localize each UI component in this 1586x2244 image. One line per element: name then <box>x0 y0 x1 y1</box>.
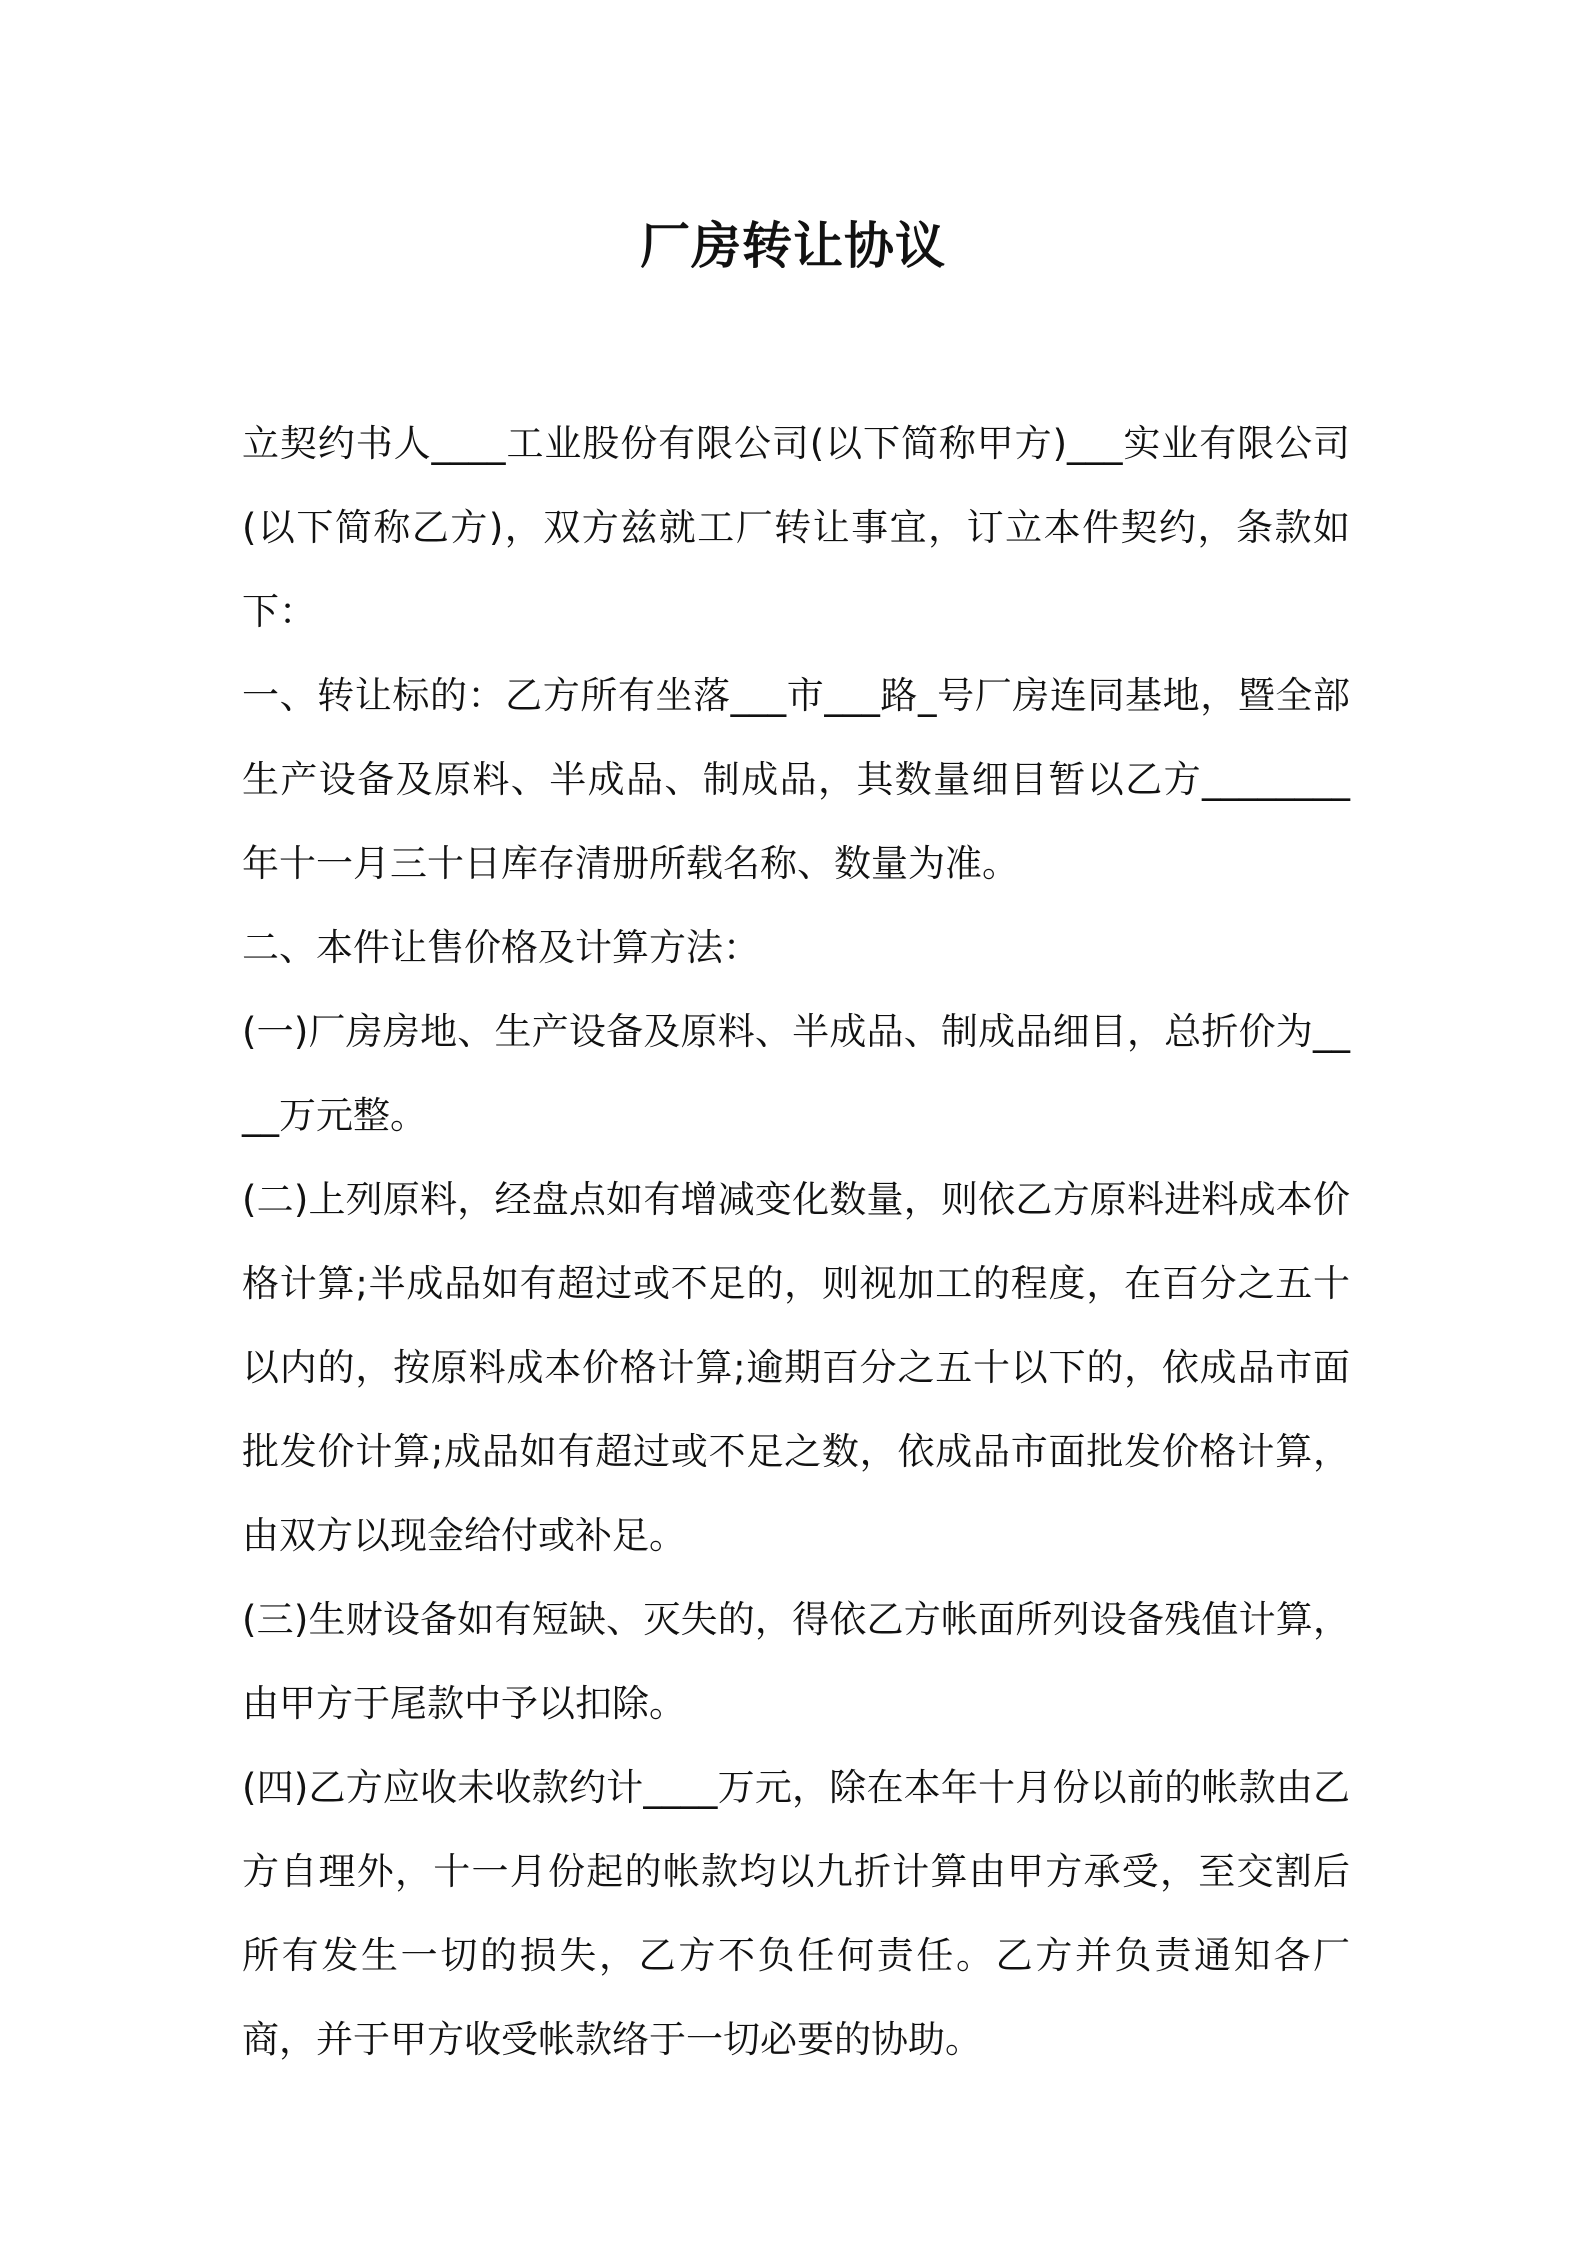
document-title: 厂房转让协议 <box>640 217 946 275</box>
paragraph-clause-2-heading: 二、本件让售价格及计算方法： <box>242 926 760 969</box>
paragraph-clause-1: 一、转让标的：乙方所有坐落___市___路_号厂房连同基地，暨全部生产设备及原料、半成品、制成品，其数量细目暂以乙方________年十一月三十日库存清册所载名称、数量为准。 <box>242 674 1350 885</box>
document-body <box>242 402 1350 2082</box>
paragraph-parties: 立契约书人____工业股份有限公司(以下简称甲方)___实业有限公司(以下简称乙方)，双方兹就工厂转让事宜，订立本件契约，条款如下： <box>242 422 1350 633</box>
paragraph-clause-2-2: (二)上列原料，经盘点如有增减变化数量，则依乙方原料进料成本价格计算;半成品如有超过或不足的，则视加工的程度，在百分之五十以内的，按原料成本价格计算;逾期百分之五十以下的，依成品市面批发价计算;成品如有超过或不足之数，依成品市面批发价格计算，由双方以现金给付或补足。 <box>242 1178 1350 1557</box>
paragraph-clause-2-1: (一)厂房房地、生产设备及原料、半成品、制成品细目，总折价为____万元整。 <box>242 1010 1350 1137</box>
paragraph-clause-2-3: (三)生财设备如有短缺、灭失的，得依乙方帐面所列设备残值计算，由甲方于尾款中予以扣除。 <box>242 1598 1350 1725</box>
paragraph-clause-2-4: (四)乙方应收未收款约计____万元，除在本年十月份以前的帐款由乙方自理外，十一月份起的帐款均以九折计算由甲方承受，至交割后所有发生一切的损失，乙方不负任何责任。乙方并负责通知各厂商，并于甲方收受帐款络于一切必要的协助。 <box>242 1766 1350 2061</box>
